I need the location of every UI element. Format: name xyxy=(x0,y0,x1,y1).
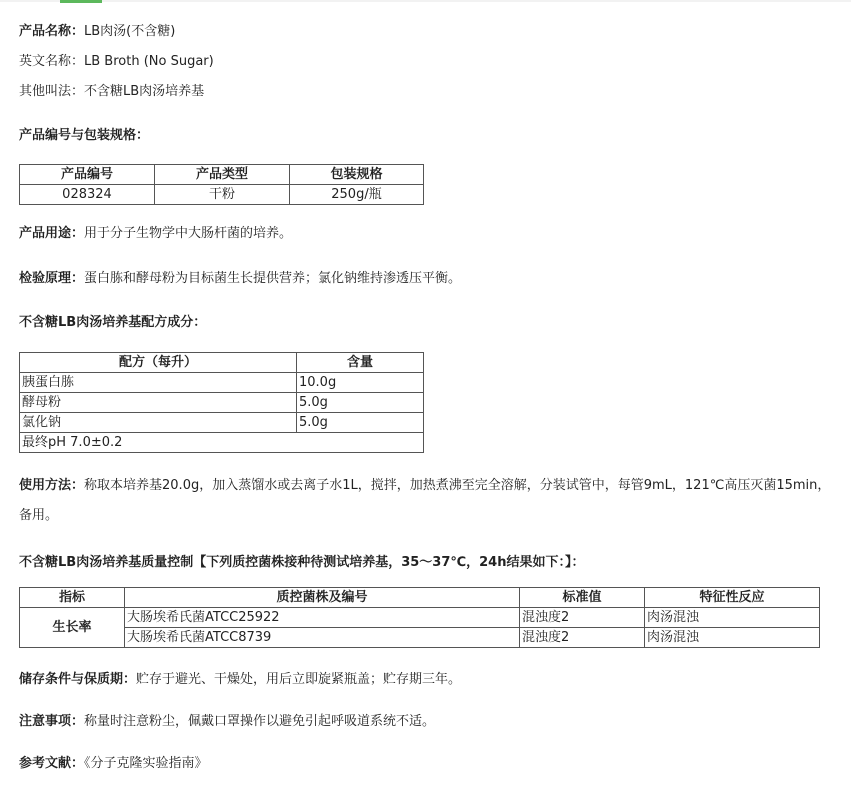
storage-label: 储存条件与保质期： xyxy=(19,672,137,687)
notes-line xyxy=(19,712,839,732)
storage-line xyxy=(19,670,839,690)
usage-value: 用于分子生物学中大肠杆菌的培养。 xyxy=(84,226,293,241)
usage-line xyxy=(19,224,839,244)
reference-line xyxy=(19,754,839,774)
english-name-line xyxy=(19,52,839,72)
table-header-row xyxy=(20,353,424,373)
table-header-cell: 指标 xyxy=(20,588,125,608)
method-value: 称取本培养基20.0g，加入蒸馏水或去离子水1L，搅拌，加热煮沸至完全溶解，分装试管中，每管9mL，121℃高压灭菌15min，备用。 xyxy=(19,478,831,523)
ingredient-cell: 氯化钠 xyxy=(20,413,297,433)
product-description xyxy=(19,22,839,774)
table-header-row xyxy=(20,165,424,185)
table-row xyxy=(20,628,820,648)
product-name-label: 产品名称： xyxy=(19,24,85,39)
strain-cell: 大肠埃希氏菌ATCC8739 xyxy=(125,628,520,648)
table-header-cell: 产品编号 xyxy=(20,165,155,185)
table-row xyxy=(20,413,424,433)
top-divider xyxy=(0,0,851,2)
amount-cell: 10.0g xyxy=(297,373,424,393)
product-type-cell: 干粉 xyxy=(155,185,290,205)
method-label: 使用方法： xyxy=(19,478,85,493)
product-code-cell: 028324 xyxy=(20,185,155,205)
final-ph-cell: 最终pH 7.0±0.2 xyxy=(20,433,424,453)
principle-value: 蛋白胨和酵母粉为目标菌生长提供营养；氯化钠维持渗透压平衡。 xyxy=(84,271,462,286)
product-name-value: LB肉汤(不含糖) xyxy=(84,24,176,39)
table-row xyxy=(20,373,424,393)
formula-heading: 不含糖LB肉汤培养基配方成分： xyxy=(19,315,207,330)
product-name-line xyxy=(19,22,839,42)
table-header-cell: 质控菌株及编号 xyxy=(125,588,520,608)
quality-control-table xyxy=(19,587,820,648)
table-header-cell: 产品类型 xyxy=(155,165,290,185)
table-row xyxy=(20,433,424,453)
ingredient-cell: 酵母粉 xyxy=(20,393,297,413)
storage-value: 贮存于避光、干燥处，用后立即旋紧瓶盖；贮存期三年。 xyxy=(136,672,462,687)
alias-label: 其他叫法： xyxy=(19,84,85,99)
table-header-cell: 标准值 xyxy=(520,588,645,608)
reference-label: 参考文献： xyxy=(19,756,85,771)
standard-cell: 混浊度2 xyxy=(520,628,645,648)
reaction-cell: 肉汤混浊 xyxy=(645,608,820,628)
notes-value: 称量时注意粉尘，佩戴口罩操作以避免引起呼吸道系统不适。 xyxy=(84,714,436,729)
standard-cell: 混浊度2 xyxy=(520,608,645,628)
table-header-cell: 特征性反应 xyxy=(645,588,820,608)
principle-label: 检验原理： xyxy=(19,271,85,286)
reaction-cell: 肉汤混浊 xyxy=(645,628,820,648)
packaging-heading: 产品编号与包装规格： xyxy=(19,128,150,143)
english-name-value: LB Broth (No Sugar) xyxy=(84,54,214,69)
alias-line xyxy=(19,82,839,102)
table-row xyxy=(20,608,820,628)
quality-control-heading: 不含糖LB肉汤培养基质量控制【下列质控菌株接种待测试培养基，35～37℃，24h结果如下：】： xyxy=(19,555,585,570)
package-size-cell: 250g/瓶 xyxy=(290,185,424,205)
table-row xyxy=(20,185,424,205)
indicator-cell: 生长率 xyxy=(20,608,125,648)
amount-cell: 5.0g xyxy=(297,393,424,413)
ingredient-cell: 胰蛋白胨 xyxy=(20,373,297,393)
formula-table xyxy=(19,352,424,453)
english-name-label: 英文名称： xyxy=(19,54,85,69)
alias-value: 不含糖LB肉汤培养基 xyxy=(84,84,205,99)
reference-value: 《分子克隆实验指南》 xyxy=(84,756,208,771)
notes-label: 注意事项： xyxy=(19,714,85,729)
table-header-cell: 配方（每升） xyxy=(20,353,297,373)
table-header-cell: 包装规格 xyxy=(290,165,424,185)
active-tab-indicator xyxy=(60,0,102,3)
table-header-row xyxy=(20,588,820,608)
usage-label: 产品用途： xyxy=(19,226,85,241)
packaging-table xyxy=(19,164,424,205)
table-header-cell: 含量 xyxy=(297,353,424,373)
strain-cell: 大肠埃希氏菌ATCC25922 xyxy=(125,608,520,628)
method-paragraph xyxy=(19,471,839,531)
table-row xyxy=(20,393,424,413)
principle-line xyxy=(19,269,839,289)
amount-cell: 5.0g xyxy=(297,413,424,433)
